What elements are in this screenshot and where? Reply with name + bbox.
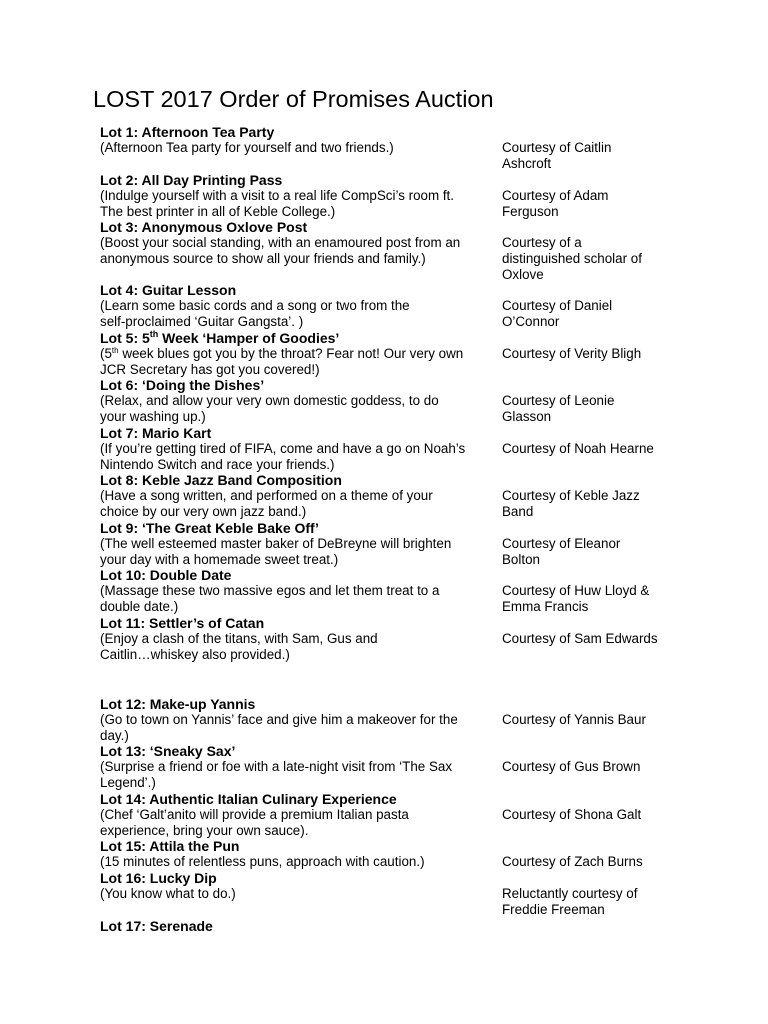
lot-title <box>100 330 339 346</box>
lot-description: (The well esteemed master baker of DeBreyne will brighten your day with a homemade sweet treat.) <box>100 536 452 567</box>
lot-title: Lot 13: ‘Sneaky Sax’ <box>100 743 236 759</box>
lot-title: Lot 11: Settler’s of Catan <box>100 615 265 631</box>
lot-description: (Boost your social standing, with an enamoured post from an anonymous source to show all your friends and family.) <box>100 235 461 266</box>
lot-courtesy: Reluctantly courtesy of Freddie Freeman <box>502 886 638 917</box>
lot-courtesy: Courtesy of Yannis Baur <box>502 712 646 727</box>
lot-title: Lot 9: ‘The Great Keble Bake Off’ <box>100 520 319 536</box>
lot-title: Lot 3: Anonymous Oxlove Post <box>100 219 308 235</box>
lot-courtesy: Courtesy of Noah Hearne <box>502 441 654 456</box>
lot-description: (Chef ‘Galt’anito will provide a premium Italian pasta experience, bring your own sauce). <box>100 807 409 838</box>
lot-courtesy: Courtesy of a distinguished scholar of Oxlove <box>502 235 642 282</box>
lot-title: Lot 4: Guitar Lesson <box>100 282 237 298</box>
lot-description: (Surprise a friend or foe with a late-night visit from ‘The Sax Legend’.) <box>100 759 453 790</box>
lot-description: (Massage these two massive egos and let them treat to a double date.) <box>100 583 440 614</box>
lot-courtesy: Courtesy of Verity Bligh <box>502 346 642 361</box>
lot-title: Lot 6: ‘Doing the Dishes’ <box>100 377 265 393</box>
lot-title: Lot 8: Keble Jazz Band Composition <box>100 472 342 488</box>
lot-title: Lot 16: Lucky Dip <box>100 870 217 886</box>
lot-title: Lot 17: Serenade <box>100 918 213 934</box>
lot-description: (If you’re getting tired of FIFA, come and have a go on Noah’s Nintendo Switch and race your friends.) <box>100 441 466 472</box>
lot-courtesy: Courtesy of Keble Jazz Band <box>502 488 640 519</box>
lot-description: (Afternoon Tea party for yourself and two friends.) <box>100 140 394 155</box>
lot-courtesy: Courtesy of Shona Galt <box>502 807 642 822</box>
lot-title: Lot 1: Afternoon Tea Party <box>100 124 275 140</box>
lot-courtesy: Courtesy of Eleanor Bolton <box>502 536 621 567</box>
lot-courtesy: Courtesy of Leonie Glasson <box>502 393 615 424</box>
lot-description: (Go to town on Yannis’ face and give him a makeover for the day.) <box>100 712 458 743</box>
lot-title: Lot 12: Make-up Yannis <box>100 696 256 712</box>
lot-description-text: (5 <box>100 346 112 361</box>
lot-courtesy: Courtesy of Daniel O’Connor <box>502 298 613 329</box>
lot-title: Lot 10: Double Date <box>100 567 232 583</box>
lot-description-text: week blues got you by the throat? Fear not! Our very own JCR Secretary has got you covered!) <box>100 346 464 377</box>
lot-description <box>100 346 495 378</box>
lot-courtesy: Courtesy of Huw Lloyd & Emma Francis <box>502 583 650 614</box>
lot-description: (Have a song written, and performed on a theme of your choice by our very own jazz band.) <box>100 488 433 519</box>
lot-description: (Learn some basic cords and a song or two from the self-proclaimed ‘Guitar Gangsta’. ) <box>100 298 410 329</box>
lot-courtesy: Courtesy of Gus Brown <box>502 759 641 774</box>
ordinal-suffix: th <box>149 329 159 339</box>
lot-title: Lot 7: Mario Kart <box>100 425 212 441</box>
lot-description: (Relax, and allow your very own domestic goddess, to do your washing up.) <box>100 393 439 424</box>
lot-title-text: Week ‘Hamper of Goodies’ <box>158 330 340 346</box>
lot-title-text: Lot 5: 5 <box>100 330 150 346</box>
lot-title: Lot 2: All Day Printing Pass <box>100 172 283 188</box>
lot-courtesy: Courtesy of Zach Burns <box>502 854 643 869</box>
document-title: LOST 2017 Order of Promises Auction <box>93 86 494 112</box>
lot-description: (Enjoy a clash of the titans, with Sam, Gus and Caitlin…whiskey also provided.) <box>100 631 378 662</box>
lot-description: (15 minutes of relentless puns, approach with caution.) <box>100 854 425 869</box>
lot-courtesy: Courtesy of Caitlin Ashcroft <box>502 140 612 171</box>
lot-courtesy: Courtesy of Sam Edwards <box>502 631 658 646</box>
ordinal-suffix: th <box>111 346 119 355</box>
lot-title: Lot 15: Attila the Pun <box>100 838 240 854</box>
lot-courtesy: Courtesy of Adam Ferguson <box>502 188 609 219</box>
lot-title: Lot 14: Authentic Italian Culinary Experience <box>100 791 397 807</box>
lot-description: (You know what to do.) <box>100 886 236 901</box>
lot-description: (Indulge yourself with a visit to a real life CompSci’s room ft. The best printer in all of Keble College.) <box>100 188 455 219</box>
